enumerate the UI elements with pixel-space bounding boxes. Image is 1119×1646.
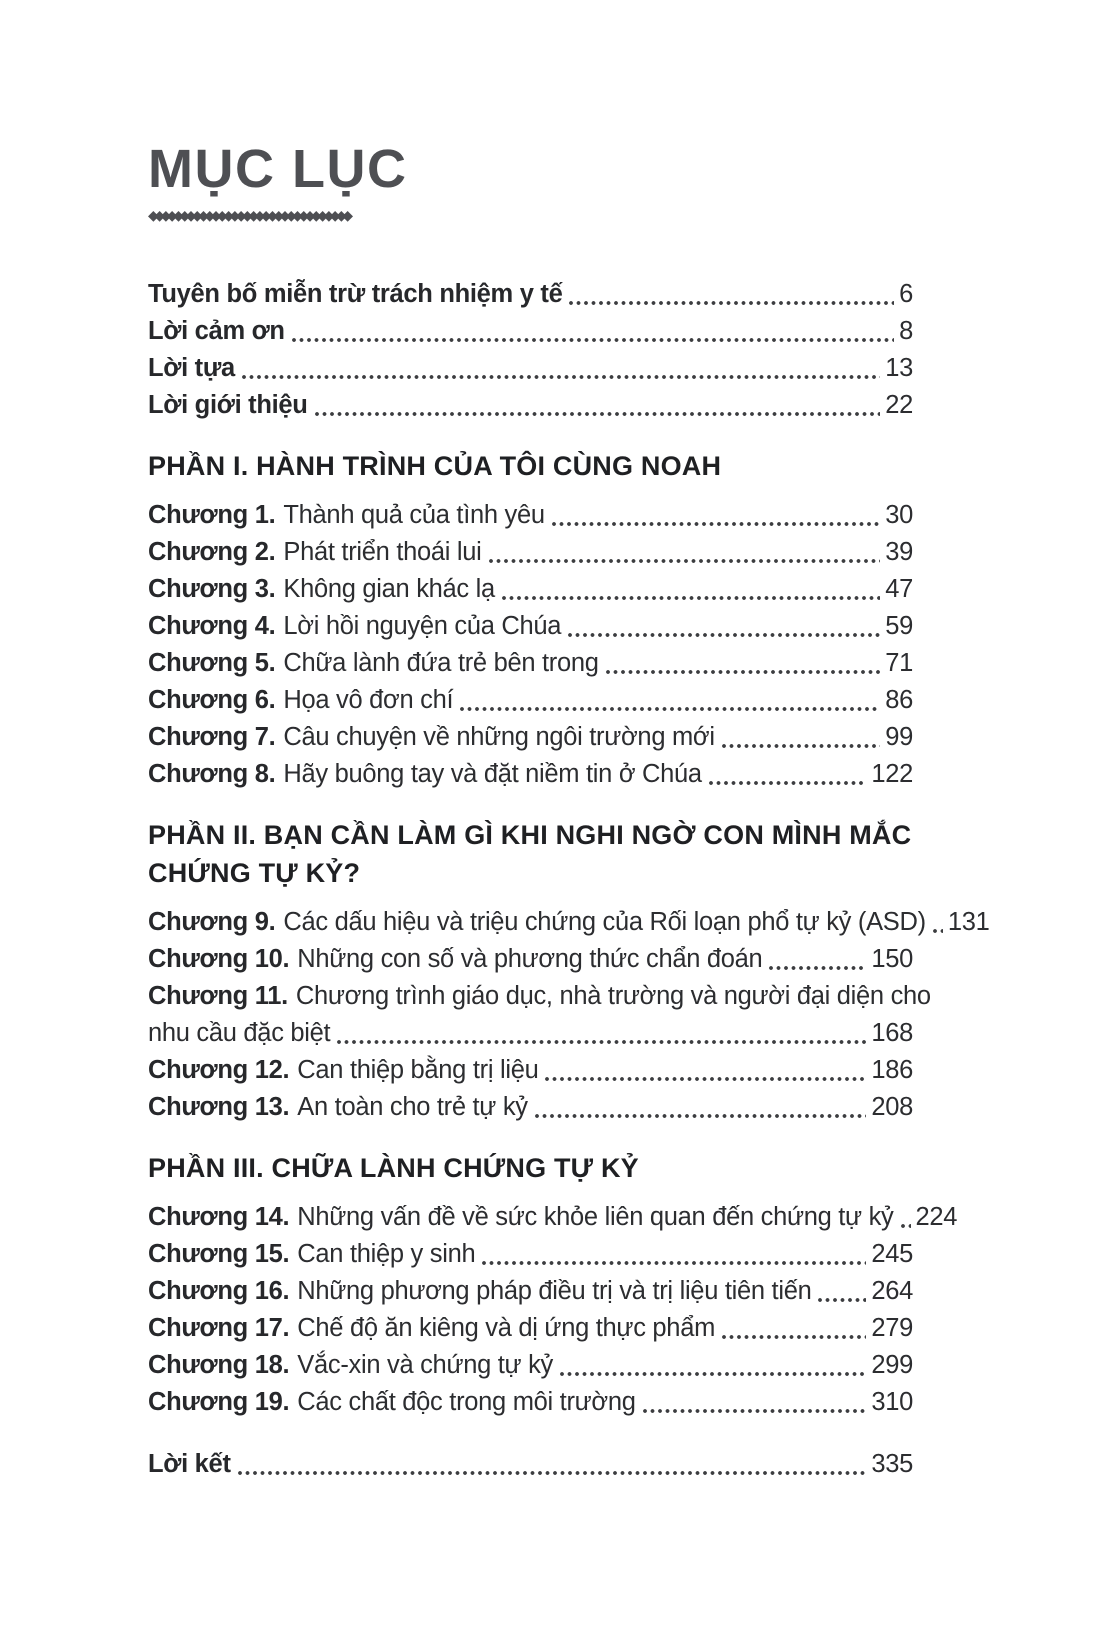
toc-entry-label: Lời cảm ơn: [148, 317, 285, 345]
part-heading: PHẦN II. BẠN CẦN LÀM GÌ KHI NGHI NGỜ CON MÌNH MẮC CHỨNG TỰ KỶ?: [148, 820, 912, 888]
part-heading: PHẦN III. CHỮA LÀNH CHỨNG TỰ KỶ: [148, 1153, 639, 1183]
toc-entry-label: Lời kết: [148, 1450, 231, 1478]
chapter-number: Chương 7.: [148, 723, 276, 751]
dot-leader: [568, 633, 880, 637]
page-number: 131: [947, 908, 990, 936]
toc-entry-label: [148, 941, 762, 978]
dot-leader: [552, 522, 880, 526]
toc-entry: [148, 1236, 913, 1273]
dot-leader: [818, 1298, 866, 1302]
page-number: 224: [915, 1203, 958, 1231]
chapter-title: Họa vô đơn chí: [283, 686, 454, 714]
page-number: 122: [871, 760, 913, 788]
chapter-number: Chương 8.: [148, 760, 276, 788]
part-heading: PHẦN I. HÀNH TRÌNH CỦA TÔI CÙNG NOAH: [148, 451, 722, 481]
toc-entry: [148, 1199, 958, 1236]
dot-leader: [722, 1335, 866, 1339]
part-chapters: [148, 904, 990, 1126]
toc-entry-label: [148, 904, 926, 941]
dot-leader: [722, 744, 881, 748]
page-number: 335: [871, 1450, 913, 1478]
toc-entry-label: [148, 645, 599, 682]
chapter-title: Thành quả của tình yêu: [283, 501, 545, 529]
chapter-title: Can thiệp bằng trị liệu: [297, 1056, 539, 1084]
toc-entry-line2: [148, 1015, 913, 1052]
chapter-number: Chương 4.: [148, 612, 276, 640]
chapter-number: Chương 2.: [148, 538, 276, 566]
toc-entry-label: [148, 497, 545, 534]
toc-entry-label: [148, 756, 702, 793]
toc-entry: [148, 313, 913, 350]
dot-leader: [337, 1040, 866, 1044]
part-chapters: [148, 1199, 958, 1421]
page-number: 86: [885, 686, 913, 714]
chapter-number: Chương 6.: [148, 686, 276, 714]
dot-leader: [769, 966, 866, 970]
dot-leader: [502, 596, 880, 600]
chapter-title: Những con số và phương thức chẩn đoán: [297, 945, 763, 973]
chapter-number: Chương 15.: [148, 1240, 290, 1268]
chapter-number: Chương 5.: [148, 649, 276, 677]
toc-entry-label: [148, 1384, 636, 1421]
dot-leader: [606, 670, 881, 674]
page-number: 13: [885, 354, 913, 382]
toc-entry-label: [148, 1236, 475, 1273]
toc-entry: [148, 1310, 913, 1347]
page-number: 39: [885, 538, 913, 566]
chapter-number: Chương 13.: [148, 1093, 290, 1121]
chapter-title: Vắc-xin và chứng tự kỷ: [297, 1351, 554, 1379]
chapter-title: An toàn cho trẻ tự kỷ: [297, 1093, 528, 1121]
page-number: 208: [871, 1093, 913, 1121]
dot-leader: [709, 781, 867, 785]
chapter-number: Chương 3.: [148, 575, 276, 603]
page-number: 150: [871, 945, 913, 973]
page-number: 8: [899, 317, 913, 345]
toc-entry-label: [148, 719, 715, 756]
chapter-number: Chương 18.: [148, 1351, 290, 1379]
toc-entry-label: [148, 1347, 553, 1384]
chapter-number: Chương 17.: [148, 1314, 290, 1342]
toc-entry-label: [148, 1199, 894, 1236]
chapter-number: Chương 19.: [148, 1388, 290, 1416]
page-number: 168: [871, 1019, 913, 1047]
dot-leader: [315, 412, 881, 416]
toc-entry-label: [148, 534, 482, 571]
page-number: 22: [885, 391, 913, 419]
chapter-title: Câu chuyện về những ngôi trường mới: [283, 723, 715, 751]
page-number: 99: [885, 723, 913, 751]
toc-entry-label: [148, 608, 561, 645]
toc-entry: [148, 941, 913, 978]
title-underline-decoration: ◆◆◆◆◆◆◆◆◆◆◆◆◆◆◆◆◆◆◆◆◆◆◆◆◆◆◆◆◆◆◆◆: [148, 209, 349, 222]
chapter-number: Chương 16.: [148, 1277, 290, 1305]
page-number: 279: [871, 1314, 913, 1342]
chapter-number: Chương 12.: [148, 1056, 290, 1084]
page-number: 310: [871, 1388, 913, 1416]
page-number: 299: [871, 1351, 913, 1379]
toc-entry-label: [148, 1089, 528, 1126]
chapter-number: Chương 14.: [148, 1203, 290, 1231]
dot-leader: [489, 559, 881, 563]
chapter-title: Phát triển thoái lui: [283, 538, 482, 566]
toc-entry: [148, 1347, 913, 1384]
page-number: 245: [871, 1240, 913, 1268]
toc-entry: [148, 904, 990, 941]
toc-entry: [148, 756, 913, 793]
toc-entry-label: [148, 682, 453, 719]
toc-entry: [148, 1089, 913, 1126]
page-number: 30: [885, 501, 913, 529]
chapter-title: Không gian khác lạ: [283, 575, 495, 603]
toc-entry: [148, 608, 913, 645]
toc-entry: [148, 719, 913, 756]
toc-entry: [148, 387, 913, 424]
dot-leader: [238, 1471, 867, 1475]
chapter-title: Chữa lành đứa trẻ bên trong: [283, 649, 599, 677]
chapter-title: Chế độ ăn kiêng và dị ứng thực phẩm: [297, 1314, 716, 1342]
dot-leader: [460, 707, 880, 711]
dot-leader: [569, 301, 894, 305]
toc-entry-label: Lời giới thiệu: [148, 391, 308, 419]
toc-closing-entry: [148, 1446, 913, 1483]
page-number: 71: [885, 649, 913, 677]
page-number: 186: [871, 1056, 913, 1084]
dot-leader: [535, 1114, 867, 1118]
chapter-title: Những phương pháp điều trị và trị liệu tiên tiến: [297, 1277, 812, 1305]
chapter-title: Chương trình giáo dục, nhà trường và người đại diện cho: [295, 982, 931, 1010]
toc-entry-label: Lời tựa: [148, 354, 235, 382]
toc-entry: [148, 571, 913, 608]
toc-entry: [148, 1384, 913, 1421]
page-number: 47: [885, 575, 913, 603]
toc-entry-line1: [148, 978, 931, 1015]
toc-entry: [148, 645, 913, 682]
front-matter-section: [148, 276, 913, 424]
dot-leader: [560, 1372, 866, 1376]
part-chapters: [148, 497, 913, 793]
chapter-title: Hãy buông tay và đặt niềm tin ở Chúa: [283, 760, 702, 788]
toc-entry-label: Tuyên bố miễn trừ trách nhiệm y tế: [148, 280, 563, 308]
dot-leader: [933, 929, 943, 933]
chapter-number: Chương 1.: [148, 501, 276, 529]
chapter-number: Chương 11.: [148, 982, 288, 1010]
page-title: MỤC LỤC: [148, 139, 408, 199]
toc-entry-label: [148, 571, 495, 608]
chapter-title: Những vấn đề về sức khỏe liên quan đến chứng tự kỷ: [297, 1203, 894, 1231]
dot-leader: [643, 1409, 867, 1413]
toc-entry-label: [148, 1310, 715, 1347]
chapter-title: Các dấu hiệu và triệu chứng của Rối loạn phổ tự kỷ (ASD): [283, 908, 926, 936]
toc-entry: [148, 497, 913, 534]
toc-entry-label: [148, 1052, 538, 1089]
dot-leader: [242, 375, 880, 379]
toc-entry: [148, 1273, 913, 1310]
page-number: 59: [885, 612, 913, 640]
toc-entry: [148, 276, 913, 313]
toc-entry: [148, 534, 913, 571]
chapter-title: Các chất độc trong môi trường: [297, 1388, 636, 1416]
chapter-number: Chương 9.: [148, 908, 276, 936]
dot-leader: [545, 1077, 866, 1081]
toc-entry-label: [148, 1273, 811, 1310]
toc-entry: [148, 1052, 913, 1089]
toc-entry: [148, 350, 913, 387]
page-number: 6: [899, 280, 913, 308]
chapter-number: Chương 10.: [148, 945, 290, 973]
toc-entry: [148, 978, 931, 1052]
chapter-title-continued: nhu cầu đặc biệt: [148, 1019, 331, 1047]
chapter-title: Lời hồi nguyện của Chúa: [283, 612, 562, 640]
dot-leader: [482, 1261, 866, 1265]
chapter-title: Can thiệp y sinh: [297, 1240, 476, 1268]
page-number: 264: [871, 1277, 913, 1305]
dot-leader: [292, 338, 894, 342]
toc-entry: [148, 682, 913, 719]
dot-leader: [901, 1224, 911, 1228]
